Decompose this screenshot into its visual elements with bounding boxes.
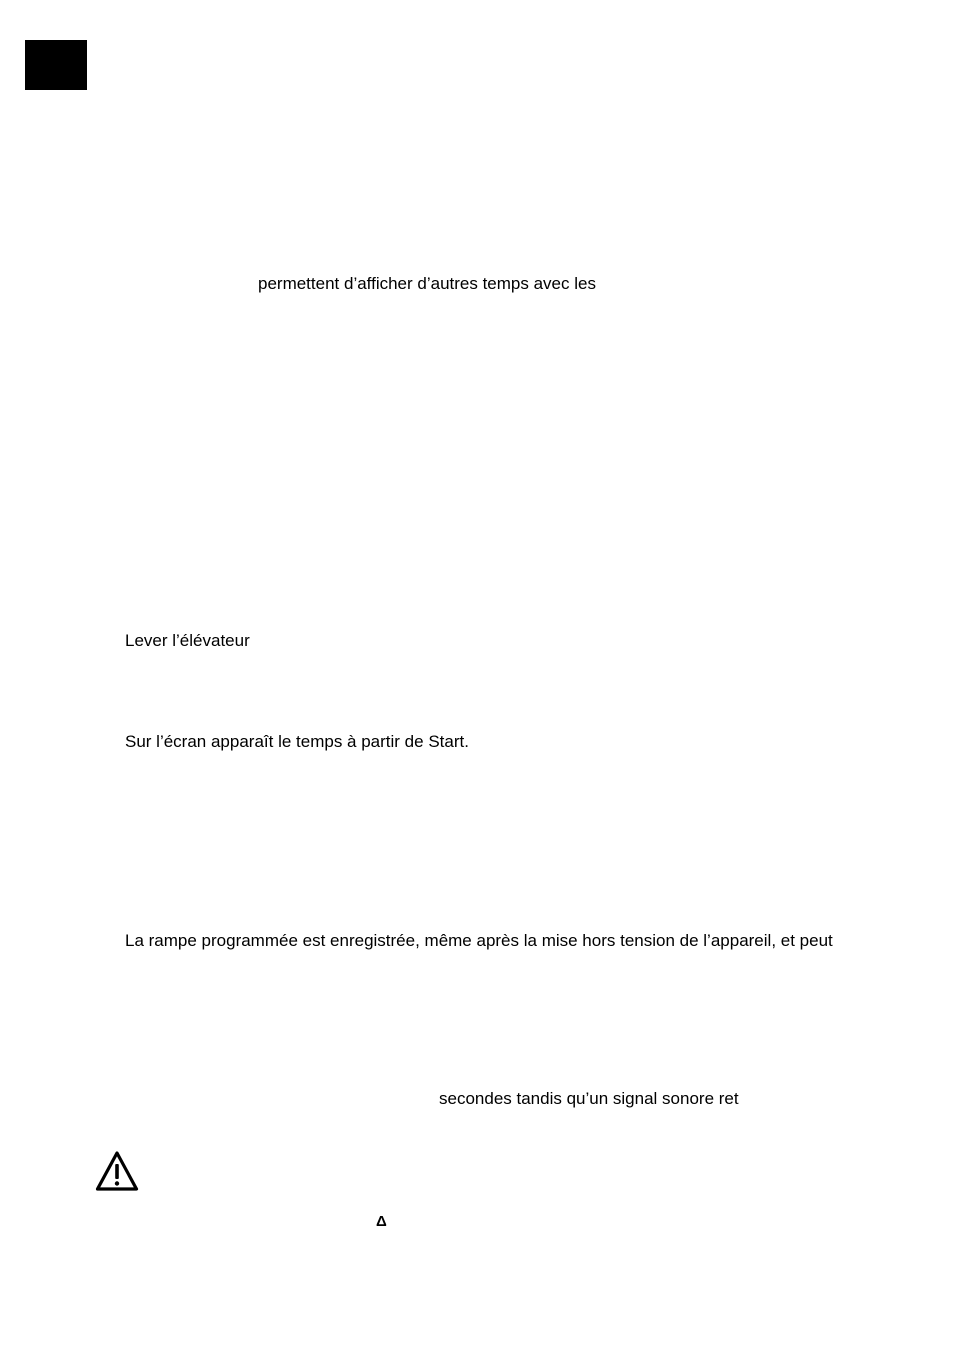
text-line-afficher: permettent d’afficher d’autres temps avec les bbox=[258, 274, 596, 293]
text-line-secondes: secondes tandis qu’un signal sonore ret bbox=[439, 1089, 739, 1108]
text-line-lever: Lever l’élévateur bbox=[125, 631, 250, 650]
text-line-ecran: Sur l’écran apparaît le temps à partir de Start. bbox=[125, 732, 469, 751]
text-line-rampe: La rampe programmée est enregistrée, même après la mise hors tension de l’appareil, et peut bbox=[125, 931, 833, 950]
delta-symbol: Δ bbox=[376, 1213, 387, 1230]
warning-triangle-icon bbox=[95, 1150, 139, 1192]
page-tab-marker bbox=[25, 40, 87, 90]
